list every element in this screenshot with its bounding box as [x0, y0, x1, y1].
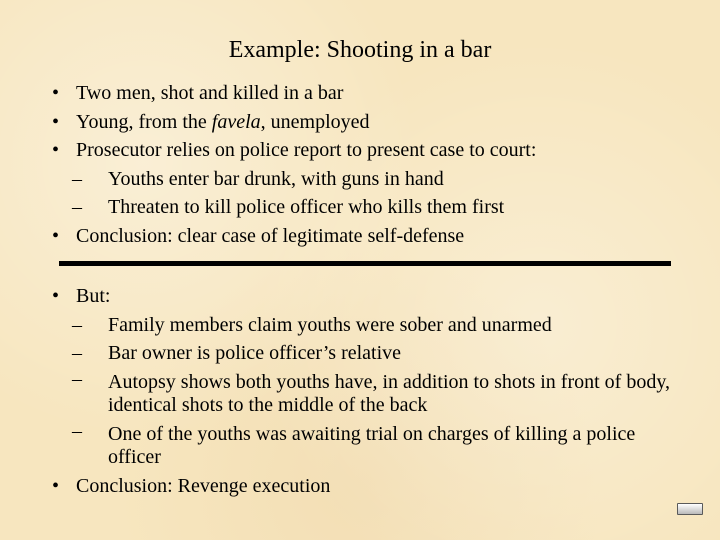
dash-marker: – — [72, 367, 82, 390]
list-item-text: Conclusion: Revenge execution — [76, 474, 331, 497]
list-item — [52, 472, 692, 501]
bullet-marker: • — [52, 110, 60, 133]
sub-list-item — [52, 339, 692, 368]
list-item-text: Threaten to kill police officer who kills them first — [108, 196, 505, 218]
list-item-text: One of the youths was awaiting trial on charges of killing a police officer — [108, 422, 636, 468]
bullet-list-top — [52, 79, 692, 250]
dash-marker: – — [72, 196, 82, 218]
sub-list-item — [52, 311, 692, 340]
bullet-marker: • — [52, 82, 60, 104]
list-item-text: Conclusion: clear case of legitimate self-defense — [76, 224, 465, 247]
slide-title: Example: Shooting in a bar — [228, 37, 492, 63]
dash-marker: – — [72, 342, 82, 364]
sub-list-item — [52, 193, 692, 222]
section-divider — [59, 261, 671, 266]
list-item — [52, 79, 692, 108]
list-item — [52, 108, 692, 137]
list-item — [52, 282, 692, 311]
sub-list-item — [52, 420, 692, 472]
bullet-marker: • — [52, 139, 60, 161]
list-item-text: Bar owner is police officer’s relative — [108, 342, 402, 364]
bullet-list-bottom — [52, 282, 692, 500]
list-item-text: Family members claim youths were sober and unarmed — [108, 313, 552, 336]
list-item-text-post: , unemployed — [260, 110, 370, 133]
list-item-text: Prosecutor relies on police report to present case to court: — [76, 139, 537, 161]
list-item-text: But: — [76, 285, 111, 307]
bullet-marker: • — [52, 474, 60, 497]
dash-marker: – — [72, 313, 82, 336]
dash-marker: – — [72, 167, 82, 190]
list-item-text: Youths enter bar drunk, with guns in hand — [108, 167, 444, 190]
next-slide-button[interactable] — [677, 503, 703, 515]
sub-list-item — [52, 368, 692, 420]
bullet-marker: • — [52, 224, 60, 247]
list-item-text-pre: Young, from the — [76, 110, 212, 133]
dash-marker: – — [72, 419, 82, 442]
list-item — [52, 136, 692, 165]
sub-list-item — [52, 165, 692, 194]
bullet-marker: • — [52, 285, 60, 307]
list-item — [52, 222, 692, 251]
list-item-text: Two men, shot and killed in a bar — [76, 82, 344, 104]
list-item-text — [76, 111, 370, 133]
list-item-text: Autopsy shows both youths have, in addition to shots in front of body, identical shots to the middle of the back — [108, 370, 671, 416]
italic-term: favela — [211, 110, 261, 133]
